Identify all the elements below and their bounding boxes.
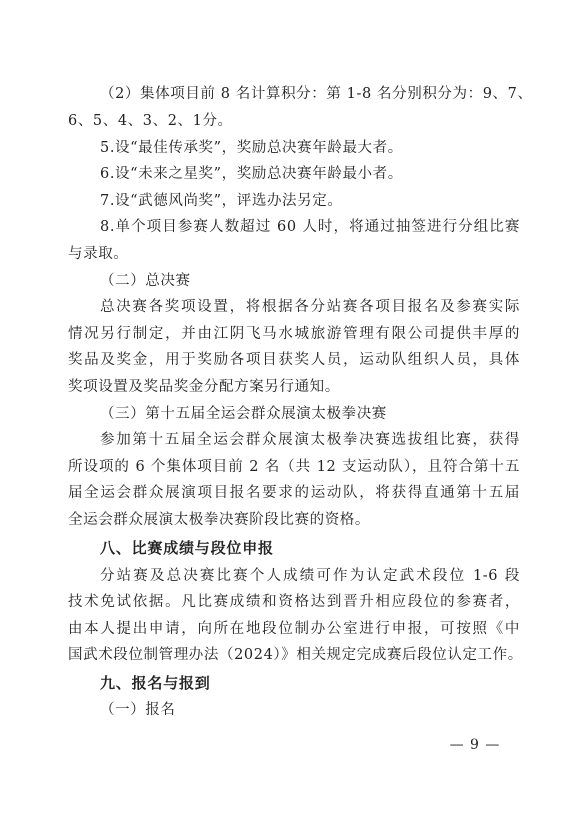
section-finals-heading: （二）总决赛 [100, 273, 191, 289]
national-games-paragraph-line-4: 全运会群众展演太极拳决赛阶段比赛的资格。 [68, 512, 370, 528]
section-eight-heading: 八、比赛成绩与段位申报 [100, 539, 274, 557]
finals-paragraph-line-3: 奖品及奖金，用于奖励各项目获奖人员，运动队组织人员，具体 [68, 352, 520, 368]
national-games-paragraph-line-1: 参加第十五届全运会群众展演太极拳决赛选拔组比赛，获得 [100, 432, 520, 448]
national-games-paragraph-line-2: 所设项的 6 个集体项目前 2 名（共 12 支运动队），且符合第十五 [68, 459, 520, 475]
rank-paragraph-line-4: 国武术段位制管理办法（2024）》相关规定完成赛后段位认定工作。 [68, 647, 523, 663]
section-nine-heading: 九、报名与报到 [100, 674, 211, 692]
national-games-paragraph-line-3: 届全运会群众展演项目报名要求的运动队，将获得直通第十五届 [68, 485, 520, 501]
group-draw-rule-line-1: 8.单个项目参赛人数超过 60 人时，将通过抽签进行分组比赛 [100, 219, 520, 235]
award-best-heritage: 5.设“最佳传承奖”，奖励总决赛年龄最大者。 [100, 140, 403, 156]
scoring-rule-line-1: （2）集体项目前 8 名计算积分：第 1-8 名分别积分为：9、7、 [100, 86, 533, 102]
finals-paragraph-line-4: 奖项设置及奖品奖金分配方案另行通知。 [68, 379, 340, 395]
award-future-star: 6.设“未来之星奖”，奖励总决赛年龄最小者。 [100, 166, 403, 182]
award-martial-virtue: 7.设“武德风尚奖”，评选办法另定。 [100, 193, 343, 209]
rank-paragraph-line-3: 由本人提出申请，向所在地段位制办公室进行申报，可按照《中 [68, 621, 520, 637]
group-draw-rule-line-2: 与录取。 [68, 246, 129, 262]
rank-paragraph-line-2: 技术免试依据。凡比赛成绩和资格达到晋升相应段位的参赛者， [68, 594, 520, 610]
registration-subheading: （一）报名 [100, 702, 176, 718]
finals-paragraph-line-1: 总决赛各奖项设置，将根据各分站赛各项目报名及参赛实际 [100, 299, 520, 315]
finals-paragraph-line-2: 情况另行制定，并由江阴飞马水城旅游管理有限公司提供丰厚的 [68, 326, 520, 342]
scoring-rule-line-2: 6、5、4、3、2、1分。 [68, 113, 233, 129]
section-national-games-heading: （三）第十五届全运会群众展演太极拳决赛 [100, 406, 387, 422]
rank-paragraph-line-1: 分站赛及总决赛比赛个人成绩可作为认定武术段位 1-6 段 [100, 568, 520, 584]
page-number: — 9 — [449, 737, 501, 753]
